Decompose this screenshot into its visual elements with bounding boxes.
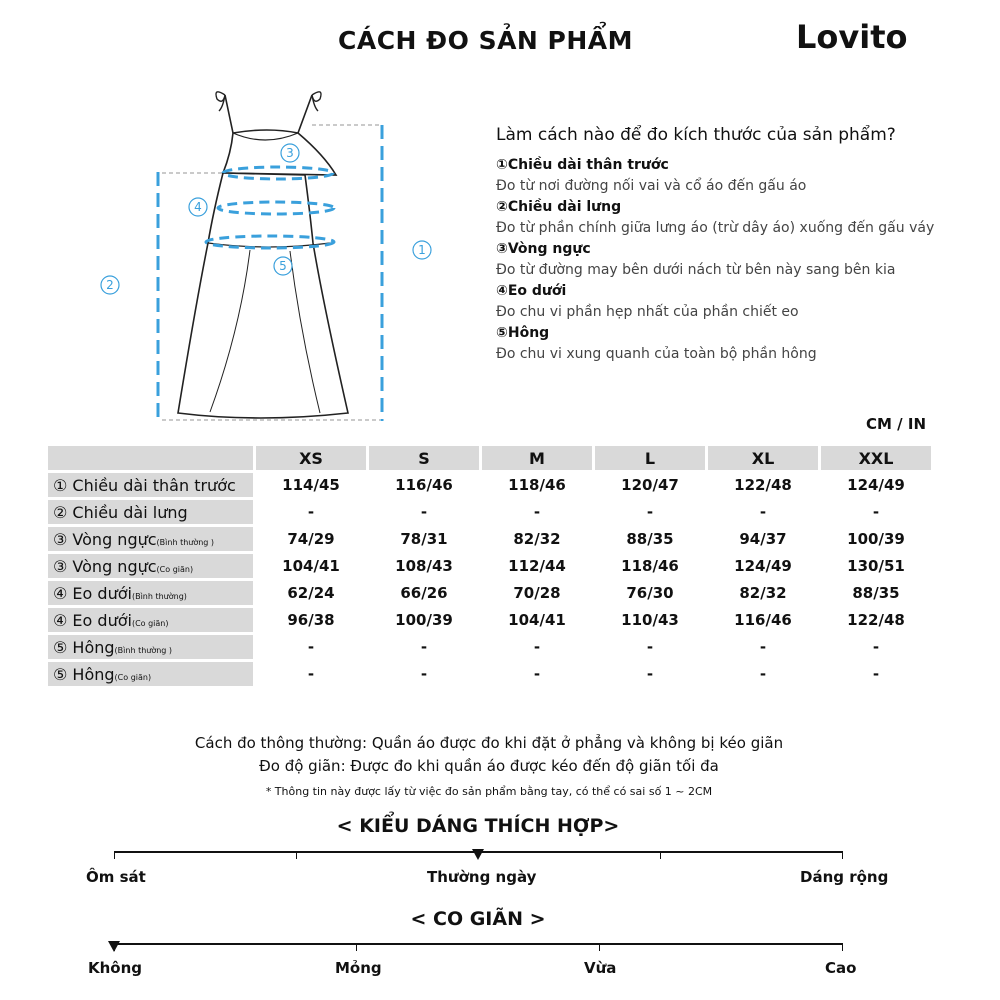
svg-text:2: 2	[106, 278, 114, 292]
table-cell: -	[533, 638, 541, 656]
guide-heading: ②Chiều dài lưng	[496, 199, 622, 215]
table-cell: -	[872, 665, 880, 683]
guide-description: Đo từ phần chính giữa lưng áo (trừ dây áo) xuống đến gấu váy	[496, 220, 935, 236]
table-cell: 112/44	[508, 557, 566, 575]
stretch-tick	[599, 943, 600, 951]
table-cell: 74/29	[287, 530, 335, 548]
table-cell: -	[646, 665, 654, 683]
guide-description: Đo chu vi phần hẹp nhất của phần chiết eo	[496, 304, 799, 320]
table-row	[48, 554, 931, 578]
table-row	[48, 500, 931, 524]
fit-label-tight: Ôm sát	[86, 868, 146, 886]
row-label: ② Chiều dài lưng	[48, 500, 253, 524]
svg-text:1: 1	[418, 243, 426, 257]
table-cell: -	[420, 503, 428, 521]
table-cell: 62/24	[287, 584, 335, 602]
table-cell: 100/39	[847, 530, 905, 548]
table-cell: 108/43	[395, 557, 453, 575]
measurement-guide	[496, 125, 966, 365]
size-header-s: S	[369, 446, 479, 470]
fit-tick	[660, 851, 661, 859]
fit-tick	[296, 851, 297, 859]
table-row	[48, 608, 931, 632]
row-label: ⑤ Hông(Bình thường )	[48, 635, 253, 659]
table-cell: 100/39	[395, 611, 453, 629]
guide-description: Đo từ nơi đường nối vai và cổ áo đến gấu áo	[496, 178, 807, 194]
svg-text:4: 4	[194, 200, 202, 214]
table-cell: 130/51	[847, 557, 905, 575]
table-cell: 82/32	[739, 584, 787, 602]
table-cell: 70/28	[513, 584, 561, 602]
table-cell: 88/35	[626, 530, 674, 548]
row-label: ④ Eo dưới(Co giãn)	[48, 608, 253, 632]
guide-heading: ⑤Hông	[496, 325, 550, 341]
stretch-scale-line	[114, 943, 842, 945]
table-row	[48, 527, 931, 551]
size-header-xl: XL	[708, 446, 818, 470]
table-cell: -	[533, 665, 541, 683]
table-row	[48, 635, 931, 659]
note-disclaimer: * Thông tin này được lấy từ việc đo sản phẩm bằng tay, có thể có sai số 1 ~ 2CM	[265, 785, 713, 798]
stretch-label-thin: Mỏng	[335, 959, 382, 977]
table-cell: 110/43	[621, 611, 679, 629]
table-cell: 78/31	[400, 530, 448, 548]
guide-item	[496, 239, 966, 281]
table-cell: -	[759, 638, 767, 656]
guide-description: Đo chu vi xung quanh của toàn bộ phần hông	[496, 346, 817, 362]
row-label: ① Chiều dài thân trước	[48, 473, 253, 497]
table-cell: 118/46	[508, 476, 566, 494]
fit-scale	[114, 851, 842, 865]
size-header-m: M	[482, 446, 592, 470]
guide-item	[496, 323, 966, 365]
page-title: CÁCH ĐO SẢN PHẨM	[338, 26, 634, 55]
table-cell: -	[759, 665, 767, 683]
size-header-l: L	[595, 446, 705, 470]
guide-item	[496, 155, 966, 197]
guide-heading: ④Eo dưới	[496, 283, 567, 299]
table-cell: 76/30	[626, 584, 674, 602]
note-stretch-measure: Đo độ giãn: Được đo khi quần áo được kéo đến độ giãn tối đa	[259, 757, 719, 775]
table-cell: -	[872, 503, 880, 521]
size-table	[45, 443, 934, 689]
stretch-tick	[356, 943, 357, 951]
guide-heading: ③Vòng ngực	[496, 241, 591, 257]
table-row	[48, 473, 931, 497]
fit-title: < KIỂU DÁNG THÍCH HỢP>	[336, 815, 620, 837]
table-cell: 114/45	[282, 476, 340, 494]
table-cell: -	[420, 638, 428, 656]
table-cell: -	[307, 638, 315, 656]
size-header-xxl: XXL	[821, 446, 931, 470]
table-cell: 124/49	[734, 557, 792, 575]
stretch-scale	[114, 943, 842, 957]
table-cell: -	[646, 503, 654, 521]
table-cell: -	[307, 503, 315, 521]
guide-heading: ①Chiều dài thân trước	[496, 157, 669, 173]
table-cell: 120/47	[621, 476, 679, 494]
stretch-tick	[842, 943, 843, 951]
guide-item	[496, 281, 966, 323]
guide-question: Làm cách nào để đo kích thước của sản phẩm?	[496, 125, 896, 145]
table-cell: 66/26	[400, 584, 448, 602]
row-label: ⑤ Hông(Co giãn)	[48, 662, 253, 686]
size-header-row	[48, 446, 931, 470]
fit-selected-marker	[472, 849, 484, 860]
svg-text:3: 3	[286, 146, 294, 160]
table-cell: 82/32	[513, 530, 561, 548]
guide-item	[496, 197, 966, 239]
stretch-label-medium: Vừa	[584, 959, 617, 977]
dress-measurement-diagram	[90, 75, 450, 435]
table-cell: -	[307, 665, 315, 683]
row-label: ④ Eo dưới(Bình thường)	[48, 581, 253, 605]
guide-description: Đo từ đường may bên dưới nách từ bên này sang bên kia	[496, 262, 896, 278]
table-cell: 116/46	[734, 611, 792, 629]
table-cell: 118/46	[621, 557, 679, 575]
stretch-selected-marker	[108, 941, 120, 952]
table-cell: 96/38	[287, 611, 335, 629]
table-cell: 116/46	[395, 476, 453, 494]
note-normal-measure: Cách đo thông thường: Quần áo được đo khi đặt ở phẳng và không bị kéo giãn	[194, 734, 784, 752]
unit-label: CM / IN	[866, 415, 926, 433]
table-row	[48, 662, 931, 686]
fit-label-regular: Thường ngày	[427, 868, 537, 886]
brand-logo: Lovito	[796, 18, 908, 56]
table-cell: -	[872, 638, 880, 656]
table-cell: -	[646, 638, 654, 656]
row-label: ③ Vòng ngực(Bình thường )	[48, 527, 253, 551]
table-cell: 88/35	[852, 584, 900, 602]
row-label: ③ Vòng ngực(Co giãn)	[48, 554, 253, 578]
stretch-title: < CO GIÃN >	[410, 908, 546, 930]
table-cell: -	[759, 503, 767, 521]
svg-text:5: 5	[279, 259, 287, 273]
table-cell: 122/48	[847, 611, 905, 629]
table-cell: 104/41	[282, 557, 340, 575]
table-cell: 124/49	[847, 476, 905, 494]
table-cell: 94/37	[739, 530, 787, 548]
table-row	[48, 581, 931, 605]
size-header-xs: XS	[256, 446, 366, 470]
table-cell: 122/48	[734, 476, 792, 494]
fit-label-loose: Dáng rộng	[800, 868, 889, 886]
stretch-label-high: Cao	[825, 959, 857, 977]
header-blank-cell	[48, 446, 253, 470]
table-cell: -	[533, 503, 541, 521]
table-cell: 104/41	[508, 611, 566, 629]
stretch-label-none: Không	[88, 959, 143, 977]
table-cell: -	[420, 665, 428, 683]
fit-tick	[842, 851, 843, 859]
fit-tick	[114, 851, 115, 859]
